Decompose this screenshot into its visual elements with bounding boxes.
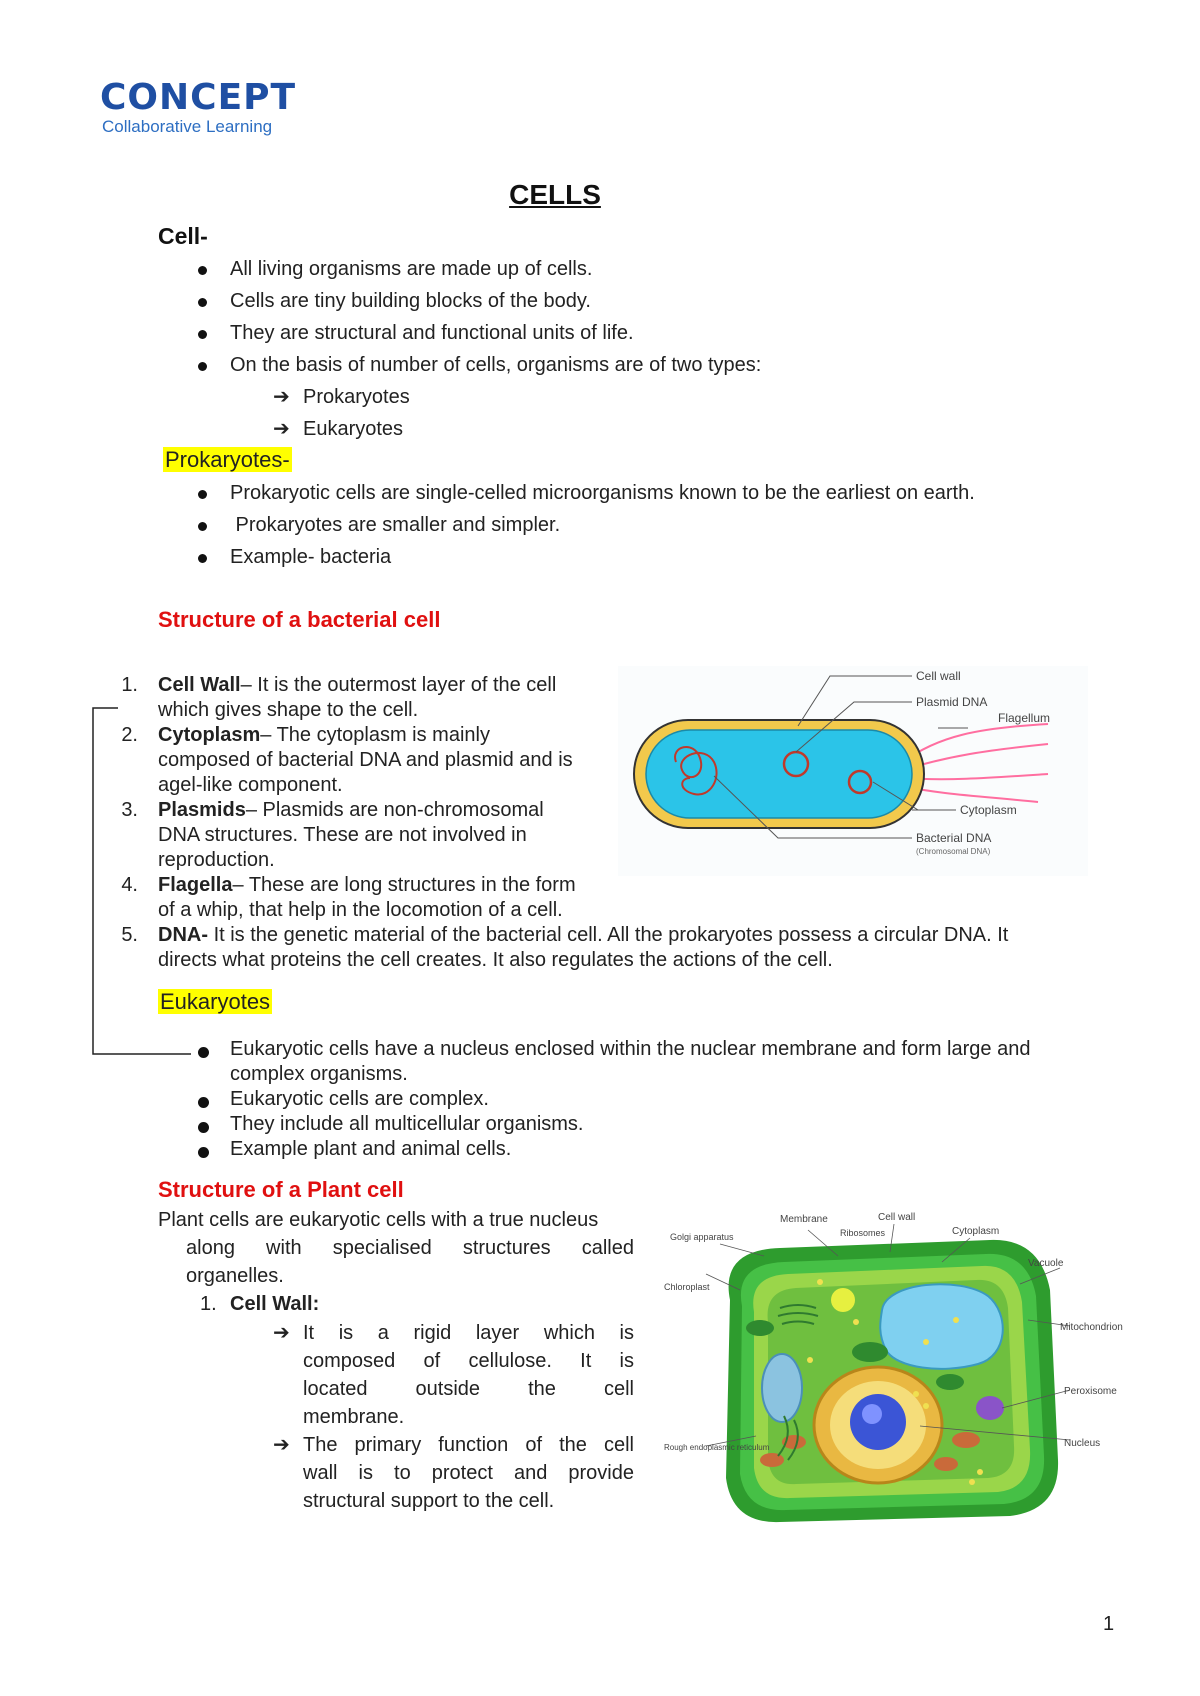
plant-intro: Plant cells are eukaryotic cells with a true nucleus	[158, 1209, 599, 1231]
arrow-icon: ➔	[273, 1434, 290, 1456]
list-item-cont: composed of bacterial DNA and plasmid and is	[158, 749, 573, 771]
diagram-label-cell-wall: Cell wall	[916, 669, 961, 683]
list-item-cont: of a whip, that help in the locomotion of a cell.	[158, 899, 563, 921]
list-item: Prokaryotic cells are single-celled microorganisms known to be the earliest on earth.	[230, 482, 975, 504]
diagram-label-bacterial-dna: Bacterial DNA	[916, 831, 992, 845]
list-item-cont: DNA structures. These are not involved in	[158, 824, 527, 846]
list-item: On the basis of number of cells, organisms are of two types:	[230, 354, 762, 376]
eukaryotes-heading: Eukaryotes	[160, 989, 271, 1014]
list-item-cont: which gives shape to the cell.	[158, 699, 419, 721]
list-item-cont: membrane.	[303, 1406, 405, 1428]
bullet-dot	[198, 266, 207, 275]
plant-cell-heading: Structure of a Plant cell	[158, 1177, 404, 1202]
diagram-label-cytoplasm: Cytoplasm	[960, 803, 1017, 817]
list-item: The primary function of the cell	[303, 1434, 634, 1456]
list-item: Plasmids– Plasmids are non-chromosomal	[158, 799, 544, 821]
list-item-cont: reproduction.	[158, 849, 275, 871]
prokaryotes-heading: Prokaryotes-	[165, 447, 290, 472]
list-item: DNA- It is the genetic material of the bacterial cell. All the prokaryotes possess a circular DNA. It	[158, 924, 1009, 946]
plant-intro-cont: organelles.	[186, 1265, 284, 1287]
diagram-label-cytoplasm: Cytoplasm	[952, 1226, 1000, 1237]
cell-heading: Cell-	[158, 223, 208, 249]
list-item: Flagella– These are long structures in the form	[158, 874, 576, 896]
list-item: Prokaryotes	[303, 386, 410, 408]
diagram-label-plasmid-dna: Plasmid DNA	[916, 695, 988, 709]
bullet-dot	[198, 1047, 209, 1058]
list-item-cont: located outside the cell	[303, 1378, 634, 1400]
cell-wall-subheading: Cell Wall:	[230, 1293, 320, 1315]
plant-cell-diagram	[660, 1210, 1123, 1545]
list-item: Example plant and animal cells.	[230, 1138, 512, 1160]
bullet-dot	[198, 490, 207, 499]
bullet-dot	[198, 298, 207, 307]
bullet-dot	[198, 1147, 209, 1158]
diagram-label-membrane: Membrane	[780, 1214, 828, 1225]
bacterial-cell-diagram	[618, 666, 1088, 876]
bacterial-heading: Structure of a bacterial cell	[158, 607, 441, 632]
plant-intro-cont: along with specialised structures called	[186, 1237, 634, 1259]
diagram-label-chloroplast: Chloroplast	[664, 1282, 710, 1292]
arrow-icon: ➔	[273, 418, 290, 440]
list-item-cont: complex organisms.	[230, 1063, 408, 1085]
list-number: 1.	[200, 1293, 217, 1315]
logo-subtitle: Collaborative Learning	[102, 117, 273, 136]
diagram-label-rough-er: Rough endoplasmic reticulum	[664, 1443, 770, 1452]
list-item: Example- bacteria	[230, 546, 392, 568]
list-number: 5.	[121, 924, 138, 946]
diagram-label-flagellum: Flagellum	[998, 711, 1051, 725]
list-item: Eukaryotic cells are complex.	[230, 1088, 489, 1110]
bullet-dot	[198, 330, 207, 339]
bullet-dot	[198, 362, 207, 371]
list-item: Eukaryotes	[303, 418, 404, 440]
list-item: Cells are tiny building blocks of the body.	[230, 290, 591, 312]
list-number: 4.	[121, 874, 138, 896]
list-number: 3.	[121, 799, 138, 821]
arrow-icon: ➔	[273, 386, 290, 408]
page-title: CELLS	[509, 179, 601, 210]
diagram-label-vacuole: Vacuole	[1028, 1258, 1064, 1269]
list-item-cont: structural support to the cell.	[303, 1490, 555, 1512]
diagram-label-chromosomal: (Chromosomal DNA)	[916, 847, 991, 856]
list-item: Prokaryotes are smaller and simpler.	[230, 514, 561, 536]
bullet-dot	[198, 1097, 209, 1108]
diagram-label-nucleus: Nucleus	[1064, 1438, 1101, 1449]
bullet-dot	[198, 522, 207, 531]
list-item: All living organisms are made up of cells.	[230, 258, 593, 280]
diagram-label-ribosomes: Ribosomes	[840, 1228, 886, 1238]
list-item-cont: directs what proteins the cell creates. It also regulates the actions of the cell.	[158, 949, 833, 971]
bullet-dot	[198, 1122, 209, 1133]
bullet-dot	[198, 554, 207, 563]
diagram-label-peroxisome: Peroxisome	[1064, 1386, 1117, 1397]
list-item: It is a rigid layer which is	[303, 1322, 634, 1344]
list-item-cont: composed of cellulose. It is	[303, 1350, 634, 1372]
list-item: Cell Wall– It is the outermost layer of the cell	[158, 674, 557, 696]
diagram-label-cell-wall: Cell wall	[878, 1212, 916, 1223]
list-number: 1.	[121, 674, 138, 696]
list-item-cont: wall is to protect and provide	[303, 1462, 634, 1484]
list-item: They are structural and functional units of life.	[230, 322, 634, 344]
arrow-icon: ➔	[273, 1322, 290, 1344]
list-item: Cytoplasm– The cytoplasm is mainly	[158, 724, 490, 746]
list-item: They include all multicellular organisms.	[230, 1113, 584, 1135]
list-item-cont: agel-like component.	[158, 774, 343, 796]
list-number: 2.	[121, 724, 138, 746]
logo: CONCEPT	[100, 77, 297, 118]
diagram-label-mitochondrion: Mitochondrion	[1060, 1322, 1123, 1333]
page-number: 1	[1103, 1613, 1115, 1635]
list-item: Eukaryotic cells have a nucleus enclosed within the nuclear membrane and form large and	[230, 1038, 1031, 1060]
diagram-label-golgi: Golgi apparatus	[670, 1232, 734, 1242]
